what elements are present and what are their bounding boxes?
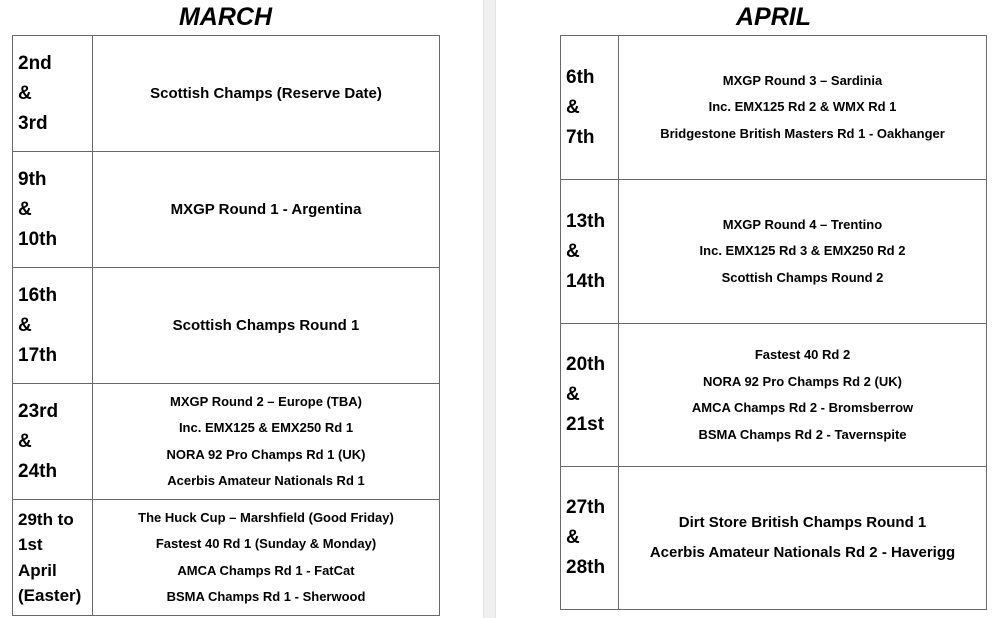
event-line: MXGP Round 3 – Sardinia xyxy=(722,72,883,88)
event-line: MXGP Round 4 – Trentino xyxy=(722,216,883,232)
date-line: 2nd xyxy=(18,52,52,74)
table-row xyxy=(561,180,987,324)
date-line: 28th xyxy=(566,557,606,578)
event-line: Inc. EMX125 & EMX250 Rd 1 xyxy=(178,420,354,435)
event-line: Fastest 40 Rd 2 xyxy=(754,347,851,362)
events-cell xyxy=(93,268,440,384)
date-line: April xyxy=(18,560,57,580)
table-row xyxy=(13,384,440,500)
date-line: 27th xyxy=(566,497,606,518)
date-line: & xyxy=(566,240,580,262)
date-line: 7th xyxy=(566,126,595,148)
date-line: 29th to xyxy=(18,509,74,529)
date-cell xyxy=(13,268,93,384)
table-row xyxy=(561,467,987,610)
events-cell xyxy=(619,324,987,467)
event-line: Fastest 40 Rd 1 (Sunday & Monday) xyxy=(155,536,377,551)
event-line: Acerbis Amateur Nationals Rd 2 - Haverigg xyxy=(649,544,956,561)
date-line: & xyxy=(566,384,580,405)
date-line: 17th xyxy=(18,344,58,366)
event-line: AMCA Champs Rd 1 - FatCat xyxy=(177,562,355,578)
date-cell xyxy=(13,36,93,152)
date-cell xyxy=(13,152,93,268)
event-line: Scottish Champs Round 2 xyxy=(721,269,884,285)
table-row xyxy=(13,268,440,384)
date-cell xyxy=(561,180,619,324)
date-line: 10th xyxy=(18,228,58,250)
event-line: Scottish Champs Round 1 xyxy=(172,316,360,334)
event-line: Inc. EMX125 Rd 3 & EMX250 Rd 2 xyxy=(699,243,906,259)
date-line: 3rd xyxy=(18,112,48,134)
date-line: 1st xyxy=(18,535,43,554)
date-cell xyxy=(561,36,619,180)
events-cell xyxy=(93,384,440,500)
table-row xyxy=(561,324,987,467)
events-cell xyxy=(93,500,440,616)
event-line: Scottish Champs (Reserve Date) xyxy=(150,84,382,102)
events-cell xyxy=(619,180,987,324)
event-line: BSMA Champs Rd 2 - Tavernspite xyxy=(698,426,907,442)
date-line: 24th xyxy=(18,460,58,482)
events-cell xyxy=(619,467,987,610)
events-cell xyxy=(93,152,440,268)
table-row xyxy=(561,36,987,180)
date-cell xyxy=(13,384,93,500)
april-table xyxy=(560,35,987,610)
event-line: The Huck Cup – Marshfield (Good Friday) xyxy=(138,509,394,525)
date-line: & xyxy=(18,430,32,452)
event-line: Bridgestone British Masters Rd 1 - Oakhanger xyxy=(660,125,945,141)
date-line: (Easter) xyxy=(18,586,82,605)
date-cell xyxy=(561,467,619,610)
april-title: APRIL xyxy=(736,3,811,31)
page-gutter xyxy=(483,0,496,618)
event-line: BSMA Champs Rd 1 - Sherwood xyxy=(166,589,366,604)
march-title: MARCH xyxy=(178,3,273,31)
event-line: Inc. EMX125 Rd 2 & WMX Rd 1 xyxy=(708,99,897,115)
date-line: 23rd xyxy=(18,400,59,422)
event-line: Dirt Store British Champs Round 1 xyxy=(678,514,927,531)
table-row xyxy=(13,500,440,616)
date-line: 16th xyxy=(18,284,58,306)
date-cell xyxy=(13,500,93,616)
date-line: & xyxy=(18,198,32,220)
date-cell xyxy=(561,324,619,467)
event-line: MXGP Round 2 – Europe (TBA) xyxy=(170,393,362,409)
date-line: & xyxy=(18,314,32,336)
event-line: Acerbis Amateur Nationals Rd 1 xyxy=(167,473,365,488)
event-line: NORA 92 Pro Champs Rd 1 (UK) xyxy=(166,446,366,462)
march-table xyxy=(12,35,440,616)
date-line: 6th xyxy=(566,66,595,88)
date-line: 20th xyxy=(566,354,606,375)
event-line: NORA 92 Pro Champs Rd 2 (UK) xyxy=(703,373,902,389)
events-cell xyxy=(93,36,440,152)
date-line: & xyxy=(566,96,580,118)
event-line: AMCA Champs Rd 2 - Bromsberrow xyxy=(691,400,914,415)
table-row xyxy=(13,36,440,152)
date-line: 9th xyxy=(18,168,47,190)
table-row xyxy=(13,152,440,268)
date-line: & xyxy=(566,527,580,548)
event-line: MXGP Round 1 - Argentina xyxy=(170,200,362,218)
date-line: & xyxy=(18,82,32,104)
events-cell xyxy=(619,36,987,180)
date-line: 14th xyxy=(566,270,606,292)
date-line: 21st xyxy=(566,414,605,435)
date-line: 13th xyxy=(566,210,606,232)
